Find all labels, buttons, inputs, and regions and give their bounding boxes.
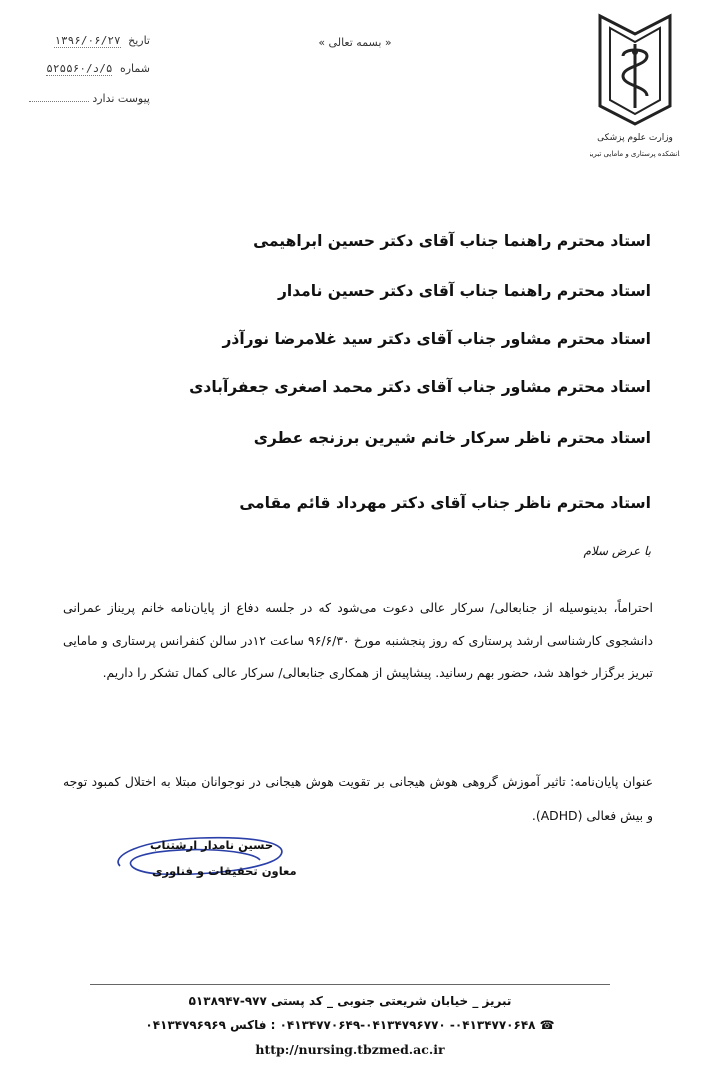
logo-emblem-icon: [590, 8, 680, 168]
footer-divider: [90, 984, 610, 985]
logo-text-line2: دانشکده پرستاری و مامایی تبریز: [590, 150, 680, 158]
recipient-line: استاد محترم راهنما جناب آقای دکتر حسین نامدار: [277, 282, 651, 300]
university-logo: [590, 8, 680, 168]
footer-url[interactable]: http://nursing.tbzmed.ac.ir: [255, 1042, 445, 1057]
signatory-title: معاون تحقیقات و فناوری: [152, 864, 297, 878]
number-value: ۵/د/۵۲۵۵۶۰: [46, 62, 113, 75]
recipient-line: استاد محترم راهنما جناب آقای دکتر حسین ابراهیمی: [253, 232, 651, 250]
recipient-line: استاد محترم مشاور جناب آقای دکتر محمد اصغری جعفرآبادی: [189, 378, 651, 396]
date-label: تاریخ: [128, 34, 150, 47]
thesis-title: عنوان پایان‌نامه: تاثیر آموزش گروهی هوش هیجانی بر تقویت هوش هیجانی در نوجوانان مبتلا به اختلال کمبود توجه و بیش فعالی (ADHD).: [63, 774, 653, 823]
signatory-name: حسین نامدار ارشتناب: [150, 838, 274, 852]
attachment-label: پیوست ندارد: [92, 92, 150, 105]
date-field: [30, 34, 150, 47]
letter-body: احتراماً، بدینوسیله از جنابعالی/ سرکار عالی دعوت می‌شود که در جلسه دفاع از پایان‌نامه خانم پریناز عمرانی دانشجوی کارشناسی ارشد پرستاری که روز پنجشنبه مورخ ۹۶/۶/۳۰ ساعت ۱۲در سالن کنفرانس پرستاری و مامایی تبریز برگزار خواهد شد، حضور بهم رسانید. پیشاپیش از همکاری جنابعالی/ سرکار عالی کمال تشکر را داریم.: [63, 600, 653, 680]
recipient-line: استاد محترم ناظر سرکار خانم شیرین برزنجه عطری: [253, 429, 651, 447]
greeting: با عرض سلام: [583, 544, 651, 558]
recipient-line: استاد محترم مشاور جناب آقای دکتر سید غلامرضا نورآذر: [222, 330, 651, 348]
number-label: شماره: [119, 62, 150, 75]
logo-text-line1: وزارت علوم پزشکی: [597, 133, 673, 143]
basmala: « بسمه تعالی »: [318, 36, 392, 49]
footer-address: تبریز _ خیابان شریعتی جنوبی _ کد پستی ۹۷۷-۵۱۳۸۹۴۷: [188, 994, 512, 1008]
footer-phones: ☎ ۰۴۱۳۴۷۷۰۶۴۸- ۰۴۱۳۴۷۷۰۶۴۹-۰۴۱۳۴۷۹۶۷۷۰ : فاکس ۰۴۱۳۴۷۹۶۹۶۹: [145, 1018, 555, 1032]
recipient-line: استاد محترم ناظر جناب آقای دکتر مهرداد قائم مقامی: [239, 494, 651, 512]
date-value: ۱۳۹۶/۰۶/۲۷: [54, 34, 121, 47]
attachment-field: [30, 92, 150, 105]
number-field: [30, 62, 150, 75]
